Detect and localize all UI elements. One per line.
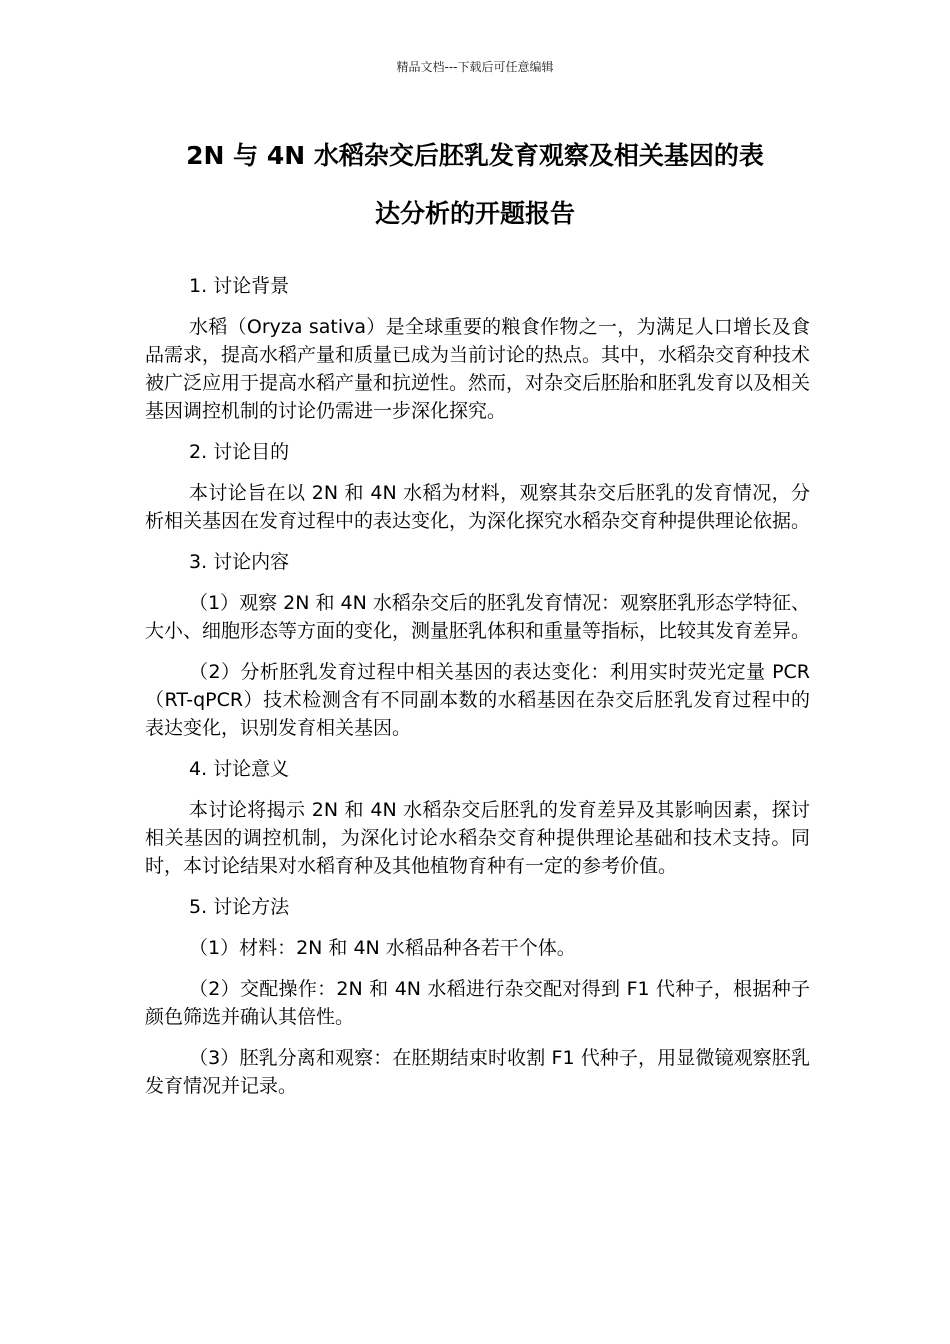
- section-list-item: （1）材料：2N 和 4N 水稻品种各若干个体。: [189, 937, 576, 959]
- section-heading-significance: 4. 讨论意义: [189, 758, 290, 780]
- section-heading-methods: 5. 讨论方法: [189, 896, 290, 918]
- page-header-note: 精品文档---下载后可任意编辑: [396, 60, 554, 74]
- document-title-line-1: 2N 与 4N 水稻杂交后胚乳发育观察及相关基因的表: [186, 141, 764, 170]
- section-heading-content: 3. 讨论内容: [189, 551, 290, 573]
- section-list-item: （2）交配操作：2N 和 4N 水稻进行杂交配对得到 F1 代种子，根据种子颜色筛选并确认其倍性。: [145, 978, 810, 1028]
- section-list-item: （1）观察 2N 和 4N 水稻杂交后的胚乳发育情况：观察胚乳形态学特征、大小、细胞形态等方面的变化，测量胚乳体积和重量等指标，比较其发育差异。: [145, 592, 811, 642]
- document-title-line-2: 达分析的开题报告: [374, 199, 575, 228]
- section-paragraph: 水稻（Oryza sativa）是全球重要的粮食作物之一，为满足人口增长及食品需求，提高水稻产量和质量已成为当前讨论的热点。其中，水稻杂交育种技术被广泛应用于提高水稻产量和抗逆性。然而，对杂交后胚胎和胚乳发育以及相关基因调控机制的讨论仍需进一步深化探究。: [145, 316, 811, 422]
- section-heading-purpose: 2. 讨论目的: [189, 441, 290, 463]
- section-list-item: （3）胚乳分离和观察：在胚期结束时收割 F1 代种子，用显微镜观察胚乳发育情况并记录。: [145, 1047, 810, 1097]
- section-paragraph: 本讨论将揭示 2N 和 4N 水稻杂交后胚乳的发育差异及其影响因素，探讨相关基因的调控机制，为深化讨论水稻杂交育种提供理论基础和技术支持。同时，本讨论结果对水稻育种及其他植物育种有一定的参考价值。: [145, 799, 810, 877]
- section-list-item: （2）分析胚乳发育过程中相关基因的表达变化：利用实时荧光定量 PCR（RT-qPCR）技术检测含有不同副本数的水稻基因在杂交后胚乳发育过程中的表达变化，识别发育相关基因。: [145, 661, 810, 739]
- section-heading-background: 1. 讨论背景: [189, 275, 290, 297]
- section-paragraph: 本讨论旨在以 2N 和 4N 水稻为材料，观察其杂交后胚乳的发育情况，分析相关基因在发育过程中的表达变化，为深化探究水稻杂交育种提供理论依据。: [145, 482, 811, 532]
- document-body: [145, 272, 810, 1113]
